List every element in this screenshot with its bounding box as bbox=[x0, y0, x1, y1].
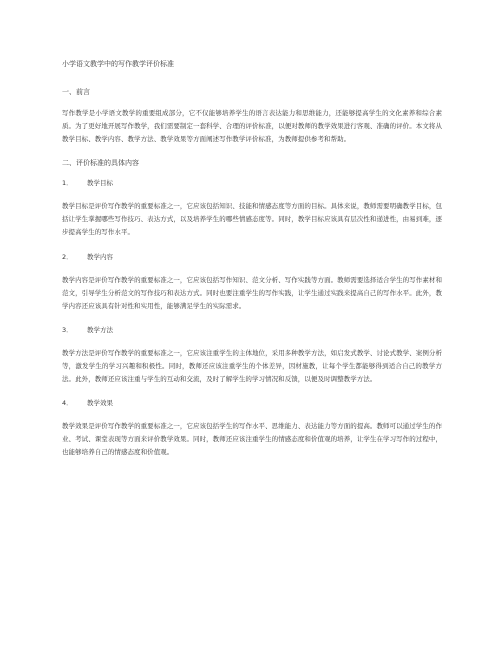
preface-paragraph: 写作教学是小学语文教学的重要组成部分，它不仅能够培养学生的语言表达能力和思维能力，还能够提高学生的文化素养和综合素质。为了更好地开展写作教学，我们需要制定一套科学、合理的评价标准，以便对教师的教学效果进行客观、准确的评价。本文将从教学目标、教学内容、教学方法、教学效果等方面阐述写作教学评价标准，为教师提供参考和帮助。 bbox=[62, 109, 442, 144]
item-heading-teaching-content bbox=[62, 252, 442, 262]
item-title: 教学效果 bbox=[87, 399, 113, 408]
item-title: 教学内容 bbox=[87, 252, 113, 261]
item-title: 教学目标 bbox=[87, 179, 113, 188]
section-heading-preface: 一、前言 bbox=[62, 88, 90, 96]
teaching-effects-paragraph: 教学效果是评价写作教学的重要标准之一，它应该包括学生的写作水平、思维能力、表达能力等方面的提高。教师可以通过学生的作业、考试、课堂表现等方面来评价教学效果。同时，教师还应该注重学生的情感态度和价值观的培养，让学生在学习写作的过程中，也能够培养自己的情感态度和价值观。 bbox=[62, 422, 442, 457]
item-heading-teaching-goals bbox=[62, 178, 442, 188]
item-number: 3． bbox=[62, 325, 73, 334]
document-page bbox=[62, 59, 442, 471]
item-number: 1． bbox=[62, 179, 73, 188]
teaching-methods-paragraph: 教学方法是评价写作教学的重要标准之一，它应该注重学生的主体地位，采用多种教学方法，如启发式教学、讨论式教学、案例分析等，激发学生的学习兴趣和积极性。同时，教师还应该注重学生的个体差异，因材施教，让每个学生都能够得到适合自己的教学方法。此外，教师还应该注重与学生的互动和交流，及时了解学生的学习情况和反馈，以便及时调整教学方法。 bbox=[62, 348, 442, 384]
item-number: 2． bbox=[62, 252, 73, 261]
teaching-content-paragraph: 教学内容是评价写作教学的重要标准之一，它应该包括写作知识、范文分析、写作实践等方面。教师需要选择适合学生的写作素材和范文，引导学生分析范文的写作技巧和表达方式。同时也要注重学生的写作实践，让学生通过实践来提高自己的写作水平。此外，教学内容还应该具有针对性和实用性，能够满足学生的实际需求。 bbox=[62, 275, 442, 310]
item-heading-teaching-methods bbox=[62, 325, 442, 335]
item-title: 教学方法 bbox=[87, 325, 113, 334]
teaching-goals-paragraph: 教学目标是评价写作教学的重要标准之一，它应该包括知识、技能和情感态度等方面的目标。具体来说，教师需要明确教学目标，包括让学生掌握哪些写作技巧、表达方式，以及培养学生的哪些情感态度等。同时，教学目标应该具有层次性和递进性，由易到难，逐步提高学生的写作水平。 bbox=[62, 202, 442, 237]
item-heading-teaching-effects bbox=[62, 398, 442, 408]
section-heading-criteria: 二、评价标准的具体内容 bbox=[62, 159, 139, 168]
item-number: 4． bbox=[62, 399, 73, 408]
document-title: 小学语文教学中的写作教学评价标准 bbox=[62, 60, 174, 68]
